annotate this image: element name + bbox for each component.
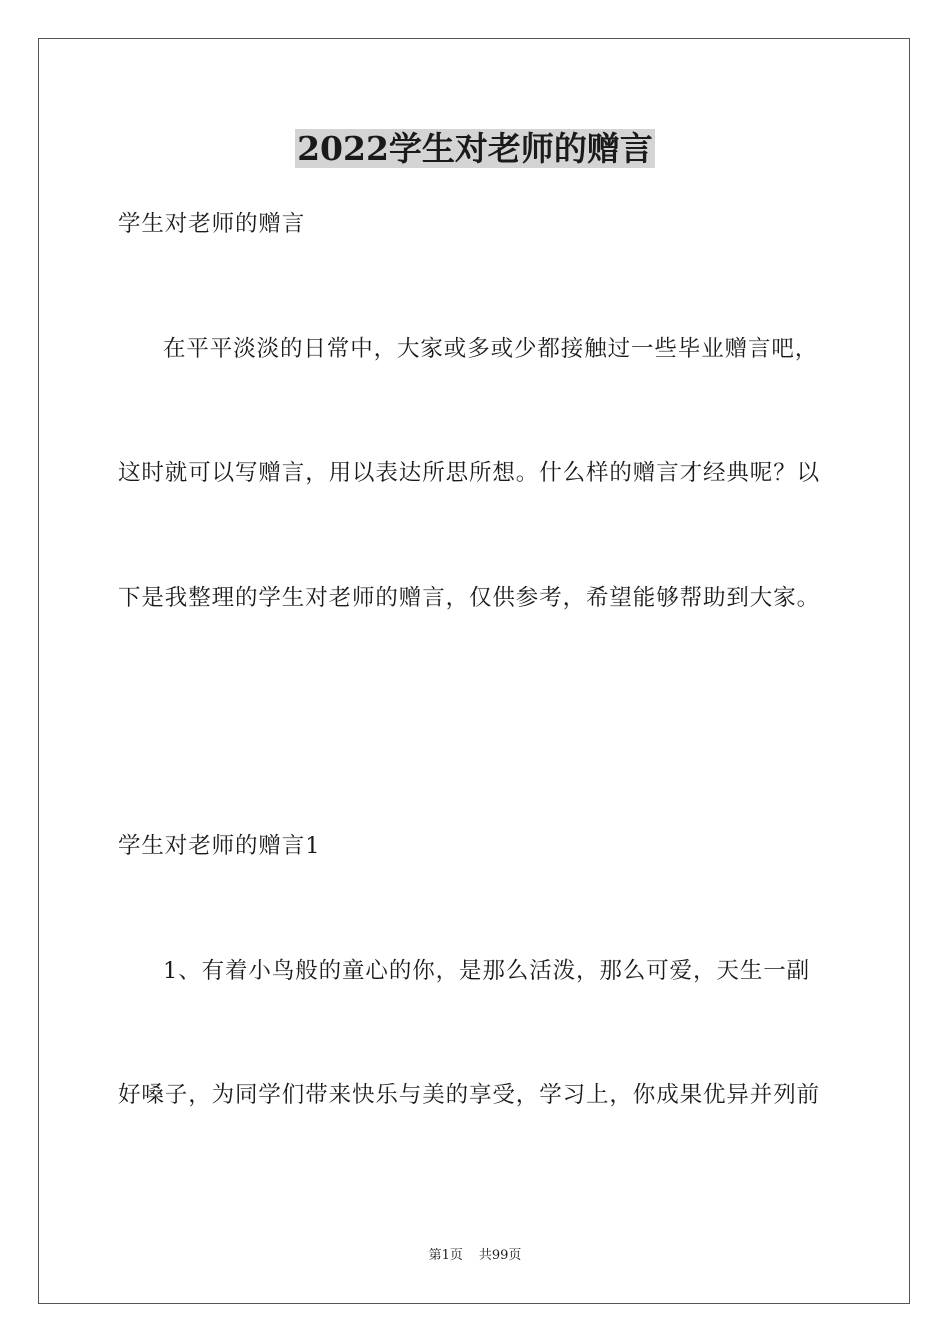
subtitle: 学生对老师的赠言	[118, 211, 306, 237]
item-line-2: 好嗓子，为同学们带来快乐与美的享受，学习上，你成果优异并列前	[118, 1082, 821, 1108]
document-title	[0, 128, 950, 170]
intro-line-1: 在平平淡淡的日常中，大家或多或少都接触过一些毕业赠言吧，	[163, 336, 819, 362]
page-total: 共99页	[478, 1248, 522, 1263]
page-footer	[0, 1246, 950, 1266]
intro-line-2: 这时就可以写赠言，用以表达所思所想。什么样的赠言才经典呢？以	[118, 460, 821, 486]
item-line-1: 1、有着小鸟般的童心的你，是那么活泼，那么可爱，天生一副	[163, 958, 811, 984]
section-heading: 学生对老师的赠言1	[118, 833, 321, 859]
page-number: 第1页	[428, 1248, 463, 1263]
document-title-text: 2022学生对老师的赠言	[297, 129, 653, 168]
intro-line-3: 下是我整理的学生对老师的赠言，仅供参考，希望能够帮助到大家。	[118, 585, 821, 611]
